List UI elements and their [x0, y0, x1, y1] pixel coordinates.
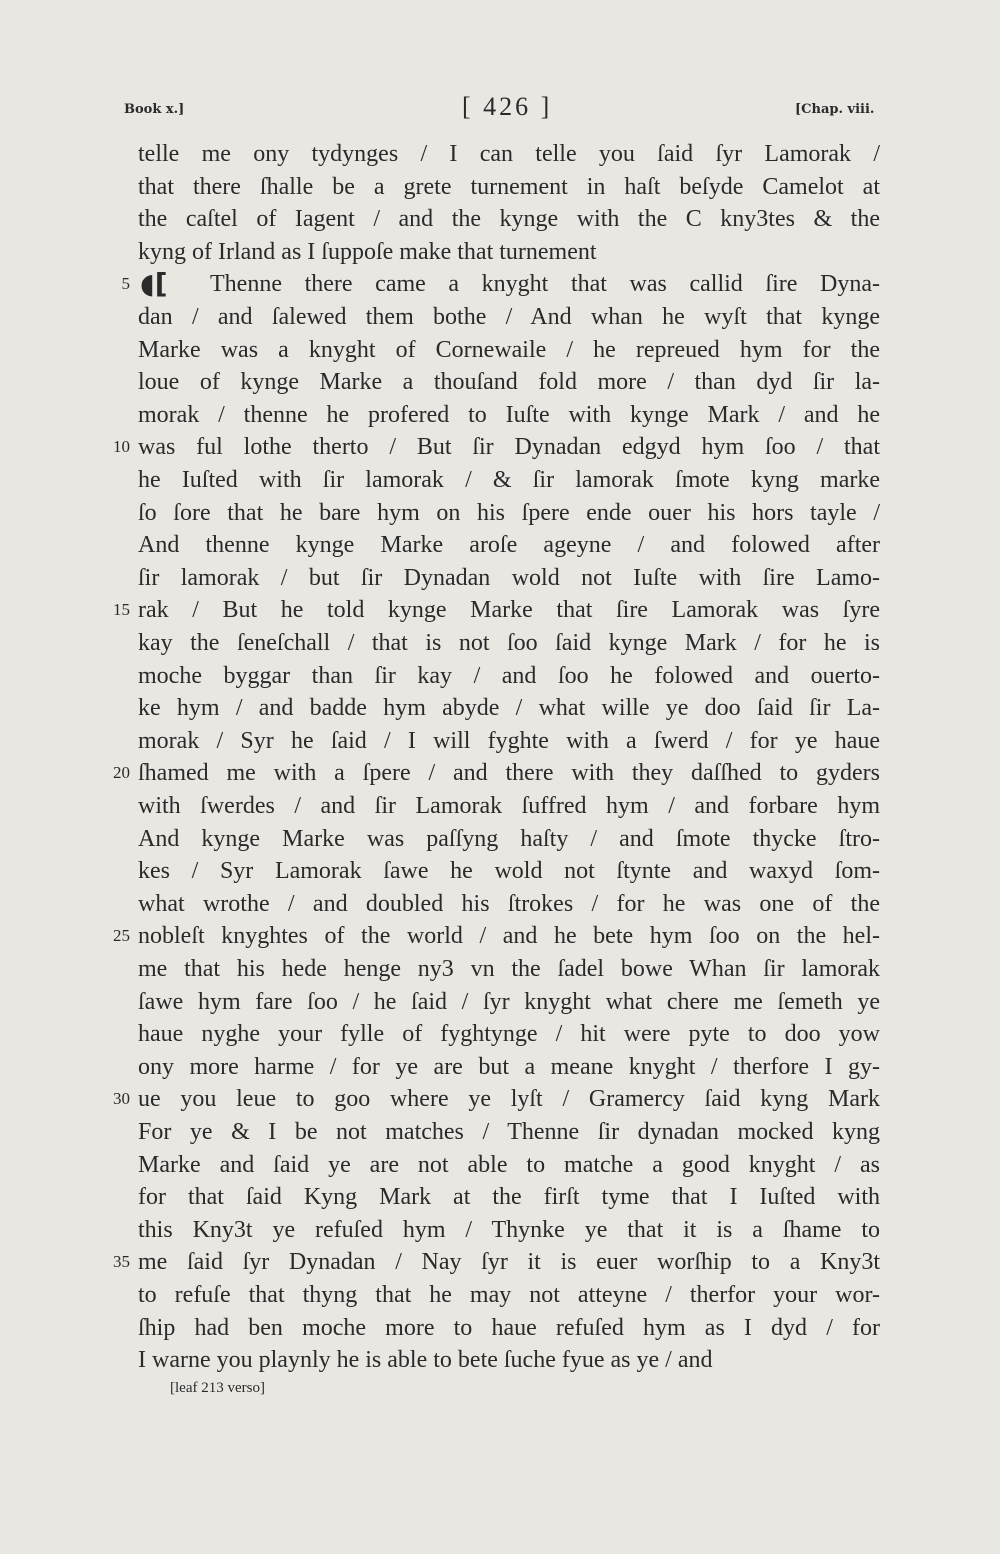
line-number: 30 [113, 1089, 130, 1108]
text-line: to refuſe that thyng that he may not atteyne / therfor your wor- [138, 1282, 880, 1308]
text-line: morak / Syr he ſaid / I will fyghte with a ſwerd / for ye haue [138, 728, 880, 754]
chapter-label: [Chap. viii. [795, 102, 875, 117]
running-header [0, 92, 1000, 132]
text-line: ſir lamorak / but ſir Dynadan wold not Iuſte with ſire Lamo- [138, 565, 880, 591]
paragraph-mark-icon: ◖[ [140, 267, 168, 300]
text-line: that there ſhalle be a grete turnement in haſt beſyde Camelot at [138, 174, 880, 200]
text-line: me that his hede henge ny3 vn the ſadel bowe Whan ſir lamorak [138, 956, 880, 982]
page-number: [ 426 ] [462, 92, 553, 121]
text-line: kay the ſeneſchall / that is not ſoo ſaid kynge Mark / for he is [138, 630, 880, 656]
text-line: ſawe hym fare ſoo / he ſaid / ſyr knyght what chere me ſemeth ye [138, 989, 880, 1015]
text-line: dan / and ſalewed them bothe / And whan he wyſt that kynge [138, 304, 880, 330]
text-line: me ſaid ſyr Dynadan / Nay ſyr it is euer worſhip to a Kny3t [138, 1249, 880, 1275]
text-line: For ye & I be not matches / Thenne ſir dynadan mocked kyng [138, 1119, 880, 1145]
line-number: 15 [113, 600, 130, 619]
text-line: ſhip had ben moche more to haue refuſed hym as I dyd / for [138, 1315, 880, 1341]
text-line: ue you leue to goo where ye lyſt / Gramercy ſaid kyng Mark [138, 1086, 880, 1112]
text-line: nobleſt knyghtes of the world / and he bete hym ſoo on the hel- [138, 923, 880, 949]
text-line: telle me ony tydynges / I can telle you ſaid ſyr Lamorak / [138, 141, 880, 167]
line-number: 35 [113, 1252, 130, 1271]
line-number: 20 [113, 763, 130, 782]
text-line: the caſtel of Iagent / and the kynge with the C kny3tes & the [138, 206, 880, 232]
text-line: for that ſaid Kyng Mark at the firſt tyme that I Iuſted with [138, 1184, 880, 1210]
text-line: was ful lothe therto / But ſir Dynadan edgyd hym ſoo / that [138, 434, 880, 460]
text-line: Marke was a knyght of Cornewaile / he repreued hym for the [138, 337, 880, 363]
text-line: ſhamed me with a ſpere / and there with they daſſhed to gyders [138, 760, 880, 786]
line-number: 5 [121, 274, 130, 293]
book-label: Book x.] [124, 102, 185, 117]
text-line: And kynge Marke was paſſyng haſty / and ſmote thycke ſtro- [138, 826, 880, 852]
text-line: what wrothe / and doubled his ſtrokes / for he was one of the [138, 891, 880, 917]
line-number: 10 [113, 437, 130, 456]
text-line: kyng of Irland as I ſuppoſe make that turnement [138, 239, 597, 265]
text-line: morak / thenne he profered to Iuſte with kynge Mark / and he [138, 402, 880, 428]
line-number: 25 [113, 926, 130, 945]
leaf-footnote: [leaf 213 verso] [170, 1380, 265, 1396]
text-line: Marke and ſaid ye are not able to matche a good knyght / as [138, 1152, 880, 1178]
text-line: And thenne kynge Marke aroſe ageyne / and folowed after [138, 532, 880, 558]
text-line: moche byggar than ſir kay / and ſoo he folowed and ouerto- [138, 663, 880, 689]
text-line: kes / Syr Lamorak ſawe he wold not ſtynte and waxyd ſom- [138, 858, 880, 884]
text-line: Thenne there came a knyght that was callid ſire Dyna- [210, 271, 880, 297]
text-line: he Iuſted with ſir lamorak / & ſir lamorak ſmote kyng marke [138, 467, 880, 493]
text-line: this Kny3t ye refuſed hym / Thynke ye that it is a ſhame to [138, 1217, 880, 1243]
text-line: rak / But he told kynge Marke that ſire Lamorak was ſyre [138, 597, 880, 623]
text-line: ony more harme / for ye are but a meane knyght / therfore I gy- [138, 1054, 880, 1080]
text-line: loue of kynge Marke a thouſand fold more / than dyd ſir la- [138, 369, 880, 395]
text-line: haue nyghe your fylle of fyghtynge / hit were pyte to doo yow [138, 1021, 880, 1047]
text-line: with ſwerdes / and ſir Lamorak ſuffred hym / and forbare hym [138, 793, 880, 819]
text-line: ke hym / and badde hym abyde / what wille ye doo ſaid ſir La- [138, 695, 880, 721]
text-line: ſo ſore that he bare hym on his ſpere ende ouer his hors tayle / [138, 500, 880, 526]
text-line: I warne you playnly he is able to bete ſuche fyue as ye / and [138, 1347, 713, 1373]
